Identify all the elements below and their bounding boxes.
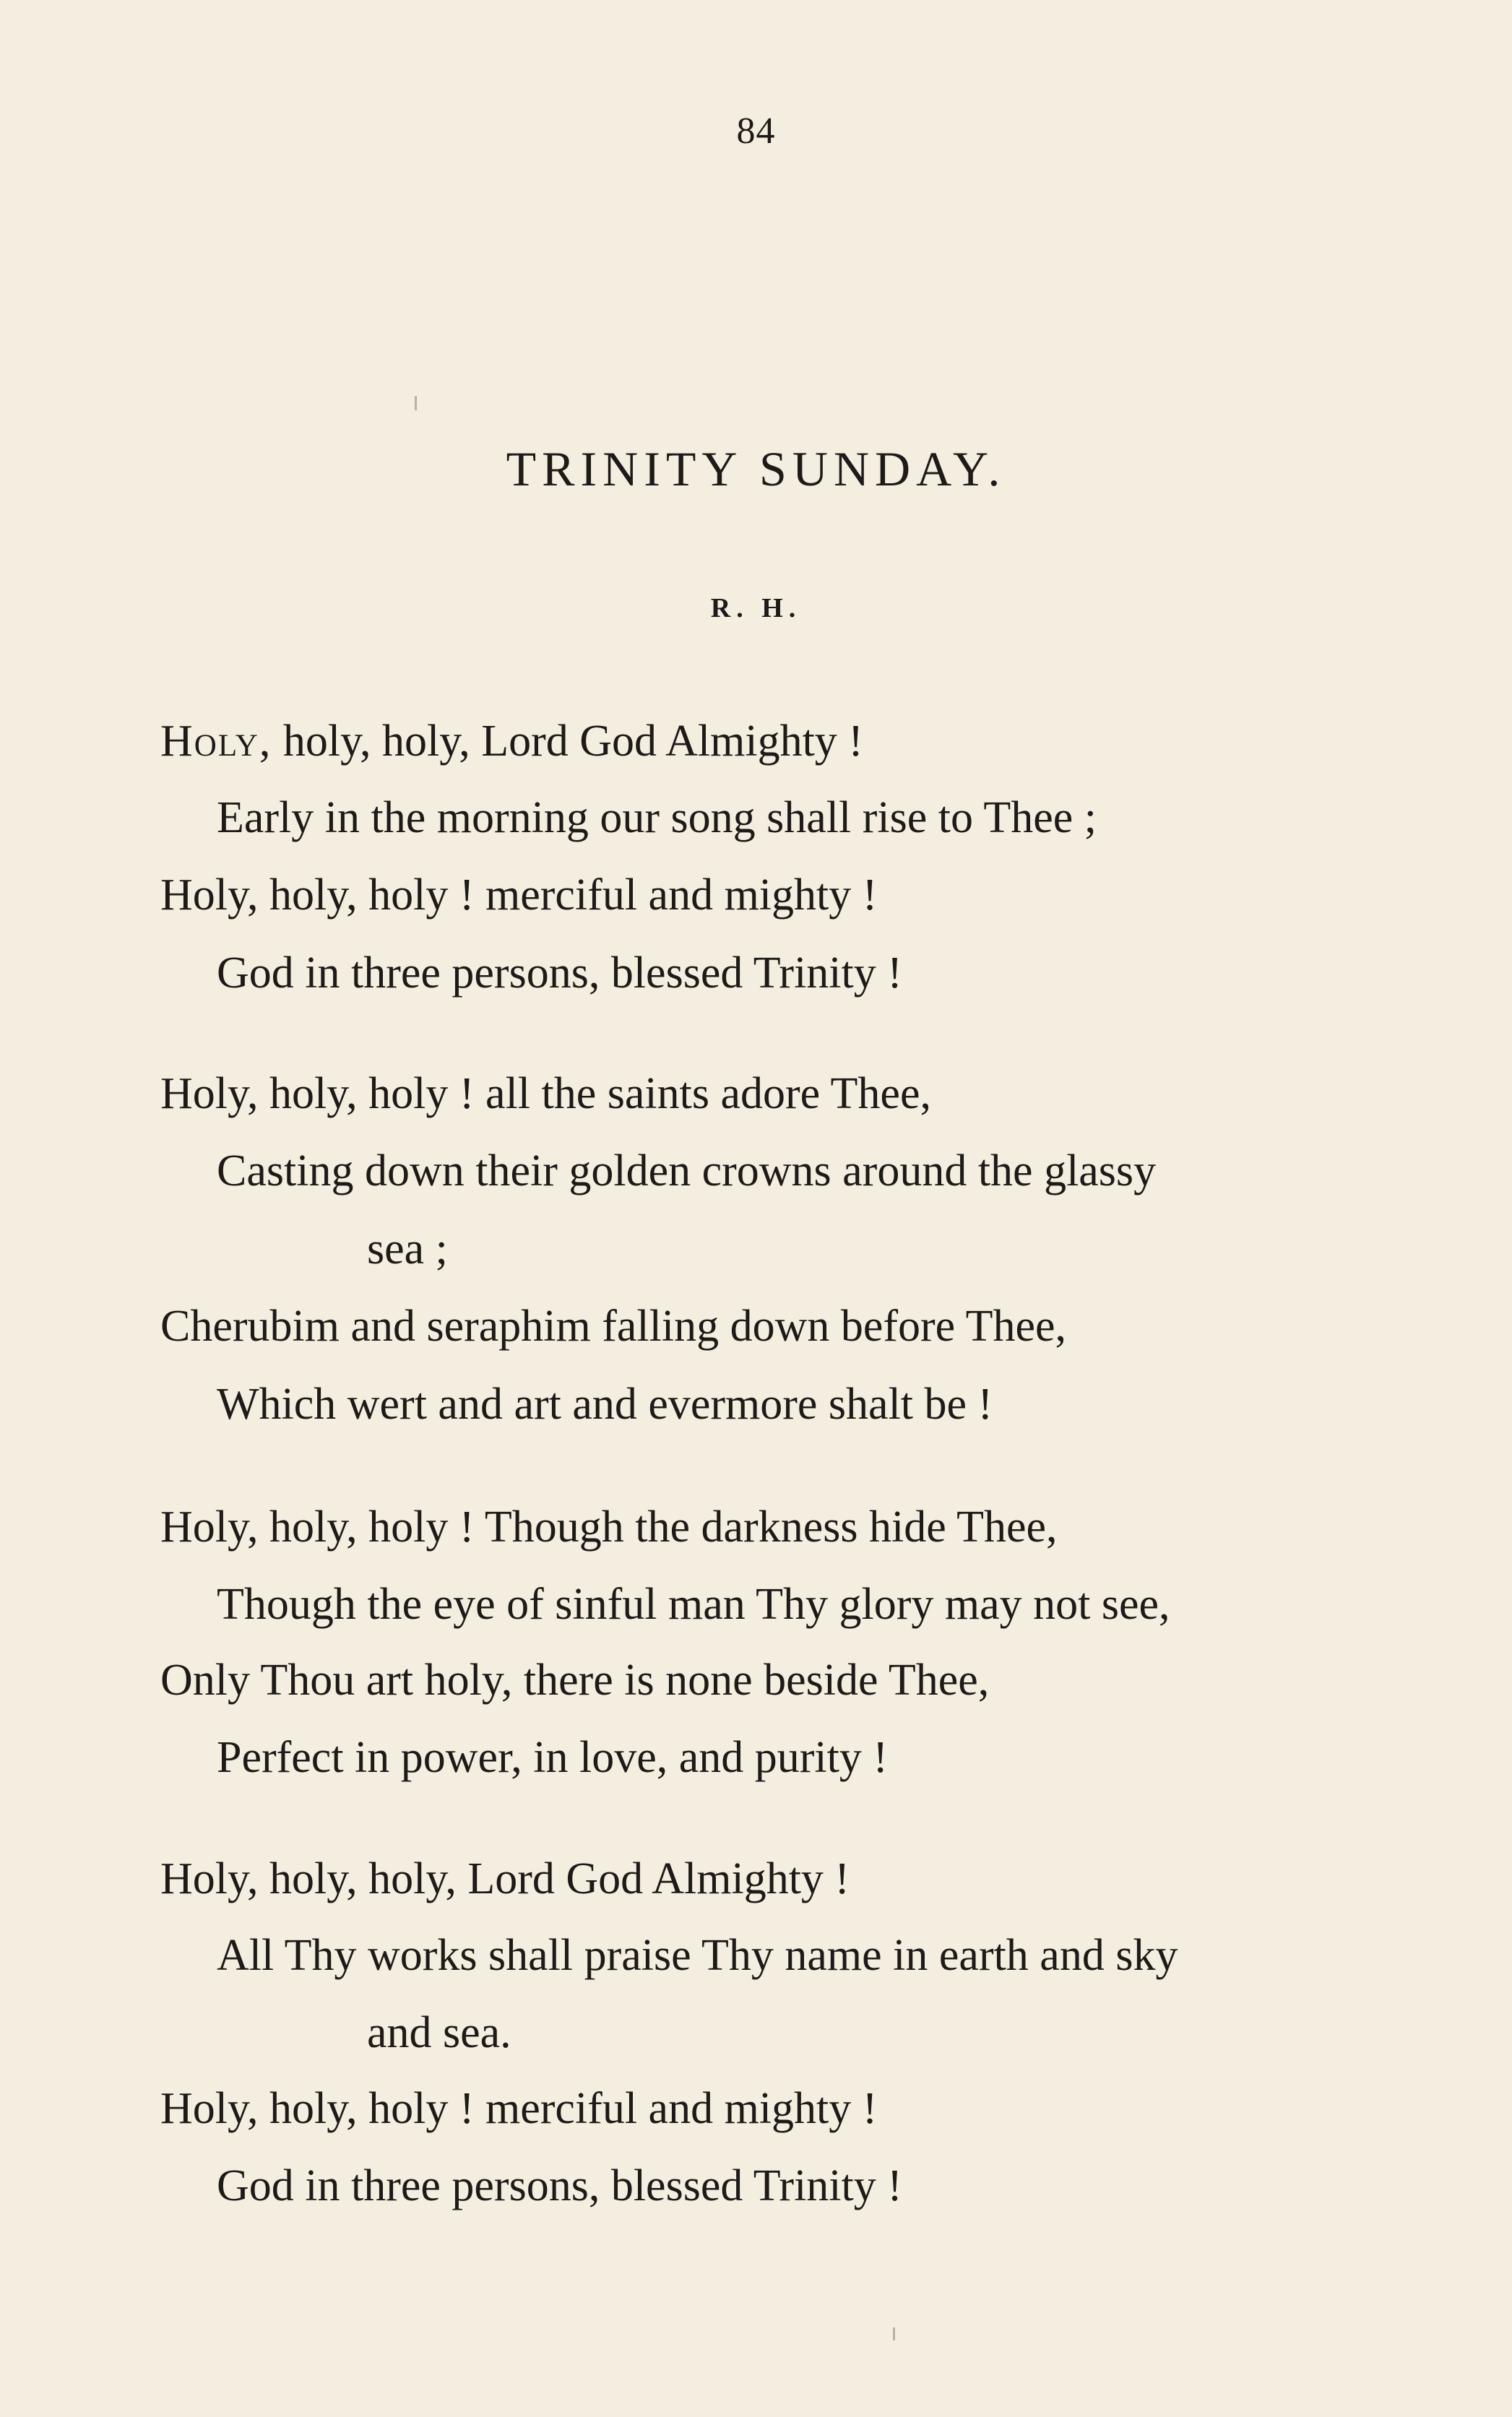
stanza-4-line-2: All Thy works shall praise Thy name in earth and sky [217,1931,1178,1980]
paper-speck [893,2327,895,2340]
stanza-3-line-3: Only Thou art holy, there is none beside Thee, [160,1656,990,1705]
stanza-1-line-2: Early in the morning our song shall rise to Thee ; [217,793,1097,842]
stanza-1-line-4: God in three persons, blessed Trinity ! [217,948,902,998]
stanza-4-line-2-continuation: and sea. [367,2008,511,2057]
stanza-3-line-4: Perfect in power, in love, and purity ! [217,1733,888,1782]
first-word: Holy, [160,717,272,766]
stanza-4-line-4: God in three persons, blessed Trinity ! [217,2161,902,2210]
stanza-4-line-3: Holy, holy, holy ! merciful and mighty ! [160,2084,878,2133]
stanza-1-line-1 [160,719,863,764]
stanza-3-line-1: Holy, holy, holy ! Though the darkness hide Thee, [160,1502,1058,1552]
stanza-2-line-4: Which wert and art and evermore shalt be ! [217,1380,993,1429]
stanza-2-line-1: Holy, holy, holy ! all the saints adore Thee, [160,1069,931,1118]
stanza-2-line-2: Casting down their golden crowns around the glassy [217,1146,1157,1195]
stanza-2-line-2-continuation: sea ; [367,1224,448,1274]
stanza-3-line-2: Though the eye of sinful man Thy glory may not see, [217,1580,1170,1629]
poem-title: TRINITY SUNDAY. [506,441,1006,496]
poem-author: R. H. [710,593,802,623]
paper-speck [415,396,417,410]
stanza-1-line-1-rest: holy, holy, Lord God Almighty ! [282,717,863,766]
stanza-4-line-1: Holy, holy, holy, Lord God Almighty ! [160,1854,850,1903]
stanza-2-line-3: Cherubim and seraphim falling down before Thee, [160,1302,1066,1351]
stanza-1-line-3: Holy, holy, holy ! merciful and mighty ! [160,870,878,920]
page-number: 84 [736,111,776,152]
